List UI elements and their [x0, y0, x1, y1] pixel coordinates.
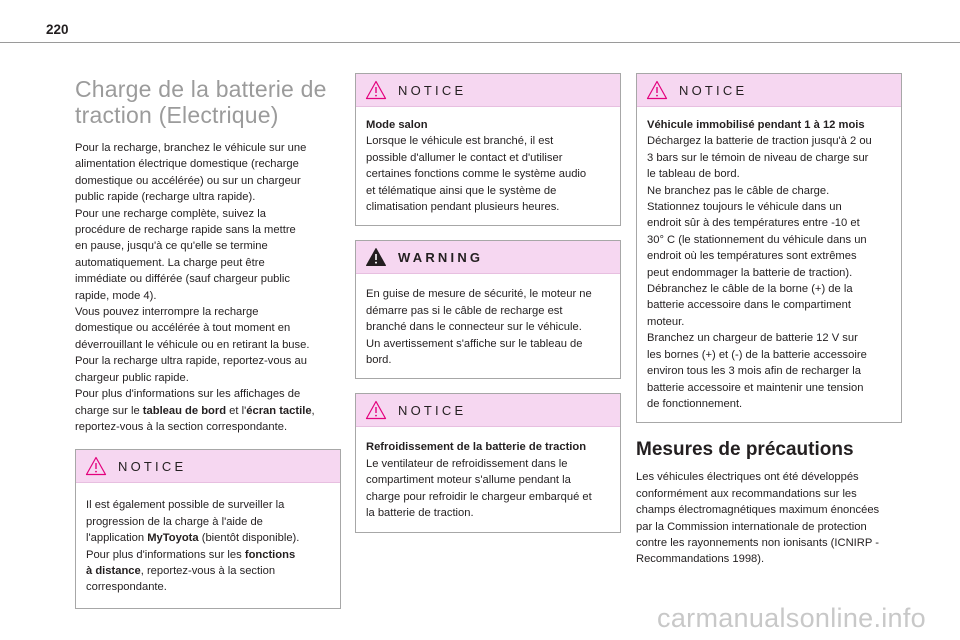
text-run: , reportez-vous à la section [140, 564, 276, 577]
text-line: alimentation électrique domestique (recharge [75, 158, 299, 171]
text-line: certaines fonctions comme le système audio [366, 168, 587, 181]
text-line: endroit sûr à des températures entre -10 et [647, 217, 860, 230]
text-run: (bientôt disponible). [198, 532, 300, 545]
text-line [86, 563, 330, 579]
text-line: reportez-vous à la section correspondante. [75, 420, 288, 433]
section-title [75, 76, 341, 128]
text-line: démarre pas si le câble de recharge est [366, 304, 563, 317]
warning-triangle-icon [85, 456, 107, 476]
text-run: et l' [226, 404, 247, 417]
text-line: domestique ou accélérée) ou sur un chargeur [75, 174, 301, 187]
text-line: la batterie de traction. [366, 507, 474, 520]
text-line: correspondante. [86, 581, 167, 594]
notice-header [637, 74, 901, 107]
text-line: Vous pouvez interrompre la recharge [75, 306, 259, 319]
warning-box [355, 240, 621, 379]
text-line: le tableau de bord. [647, 168, 740, 181]
bold-term-dashboard: tableau de bord [142, 404, 227, 417]
text-line: chargeur public rapide. [75, 371, 189, 384]
column-middle [355, 73, 621, 547]
text-line: 3 bars sur le témoin de niveau de charge sur [647, 151, 869, 164]
notice-header [356, 394, 620, 427]
text-line: procédure de recharge rapide sans la mettre [75, 224, 296, 237]
text-line: Lorsque le véhicule est branché, il est [366, 135, 554, 148]
watermark: carmanualsonline.info [657, 603, 926, 633]
text-line: champs électromagnétiques maximum énoncées [636, 504, 880, 517]
text-line: 30° C (le stationnement du véhicule dans un [647, 233, 867, 246]
subsection-heading: Mesures de précautions [636, 439, 854, 461]
notice-box [636, 73, 902, 423]
text-line: public rapide (recharge ultra rapide). [75, 191, 256, 204]
text-run: Pour plus d'informations sur les [86, 548, 245, 561]
text-line: bord. [366, 354, 392, 367]
text-line: Les véhicules électriques ont été développés [636, 471, 859, 484]
section-title-line: traction (Electrique) [75, 102, 279, 128]
text-line [75, 403, 341, 419]
text-line: branché dans le connecteur sur le véhicule. [366, 321, 582, 334]
warning-body [356, 274, 620, 378]
text-line: Il est également possible de surveiller la [86, 499, 285, 512]
text-line: domestique ou accélérée à tout moment en [75, 322, 291, 335]
text-line: et télématique ainsi que le système de [366, 184, 557, 197]
text-line: charge pour refroidir le chargeur embarqué et [366, 490, 592, 503]
text-line: Pour une recharge complète, suivez la [75, 207, 266, 220]
bold-term-app: MyToyota [147, 532, 199, 545]
text-line: déverrouillant le véhicule ou en retirant la buse. [75, 338, 310, 351]
text-line: environ tous les 3 mois afin de recharger la [647, 365, 861, 378]
text-line: Ne branchez pas le câble de charge. [647, 184, 830, 197]
text-line: Déchargez la batterie de traction jusqu'à 2 ou [647, 135, 872, 148]
text-run: charge sur le [75, 404, 143, 417]
text-line: Pour plus d'informations sur les affichages de [75, 388, 301, 401]
column-right [636, 73, 902, 568]
text-line: compartiment moteur s'allume pendant la [366, 474, 571, 487]
notice-label: NOTICE [118, 459, 187, 475]
text-line: moteur. [647, 315, 685, 328]
text-line: Recommandations 1998). [636, 553, 765, 566]
text-line: contre les rayonnements non ionisants (ICNIRP - [636, 536, 879, 549]
text-line: peut endommager la batterie de traction). [647, 266, 853, 279]
text-line: Le ventilateur de refroidissement dans le [366, 457, 568, 470]
intro-paragraph [75, 140, 341, 435]
text-line: conformément aux recommandations sur les [636, 487, 857, 500]
notice-label: NOTICE [398, 403, 467, 419]
text-line: de fonctionnement. [647, 397, 743, 410]
bold-term-remote: à distance [86, 564, 141, 577]
precautions-paragraph [636, 469, 902, 567]
notice-body [76, 483, 340, 607]
column-left [75, 76, 341, 623]
notice-box [355, 393, 621, 532]
header-divider [0, 42, 960, 43]
text-line: Un avertissement s'affiche sur le tableau de [366, 337, 583, 350]
text-line: par la Commission internationale de protection [636, 520, 867, 533]
text-line: Pour la recharge, branchez le véhicule sur une [75, 142, 307, 154]
text-line: endroit où les températures sont extrêmes [647, 250, 857, 263]
text-line: automatiquement. La charge peut être [75, 256, 265, 269]
text-line: batterie accessoire dans le compartiment [647, 299, 851, 312]
warning-triangle-filled-icon [365, 247, 387, 267]
notice-heading: Véhicule immobilisé pendant 1 à 12 mois [647, 119, 865, 131]
notice-body [356, 107, 620, 225]
notice-label: NOTICE [679, 83, 748, 98]
text-line: batterie accessoire et maintenir une tension [647, 381, 864, 394]
warning-header [356, 241, 620, 274]
text-line: Pour la recharge ultra rapide, reportez-vous au [75, 355, 307, 368]
warning-triangle-icon [365, 80, 387, 100]
text-line: immédiate ou différée (sauf chargeur public [75, 273, 290, 286]
text-line: Débranchez le câble de la borne (+) de la [647, 283, 853, 296]
text-line: possible d'allumer le contact et d'utiliser [366, 151, 563, 164]
text-line: climatisation pendant plusieurs heures. [366, 201, 560, 214]
text-line [86, 530, 330, 546]
notice-box [75, 449, 341, 608]
text-run: l'application [86, 532, 148, 545]
page-number: 220 [46, 22, 69, 37]
notice-body [356, 427, 620, 531]
text-line: Stationnez toujours le véhicule dans un [647, 201, 842, 214]
text-line: Branchez un chargeur de batterie 12 V sur [647, 332, 858, 345]
text-line: En guise de mesure de sécurité, le moteur ne [366, 288, 592, 301]
warning-label: WARNING [398, 250, 484, 266]
notice-heading: Refroidissement de la batterie de traction [366, 441, 587, 454]
section-title-line: Charge de la batterie de [75, 76, 327, 102]
notice-header [356, 74, 620, 107]
text-line: les bornes (+) et (-) de la batterie accessoire [647, 348, 867, 361]
text-line: rapide, mode 4). [75, 289, 157, 302]
text-line [86, 547, 330, 563]
text-line: en pause, jusqu'à ce qu'elle se termine [75, 240, 268, 253]
notice-heading: Mode salon [366, 119, 428, 131]
notice-label: NOTICE [398, 83, 467, 98]
text-run: , [311, 404, 315, 417]
notice-header [76, 450, 340, 483]
bold-term-functions: fonctions [244, 548, 296, 561]
notice-box [355, 73, 621, 226]
text-line: progression de la charge à l'aide de [86, 515, 263, 528]
bold-term-touchscreen: écran tactile [246, 404, 312, 417]
warning-triangle-icon [365, 400, 387, 420]
notice-body [637, 107, 901, 422]
warning-triangle-icon [646, 80, 668, 100]
